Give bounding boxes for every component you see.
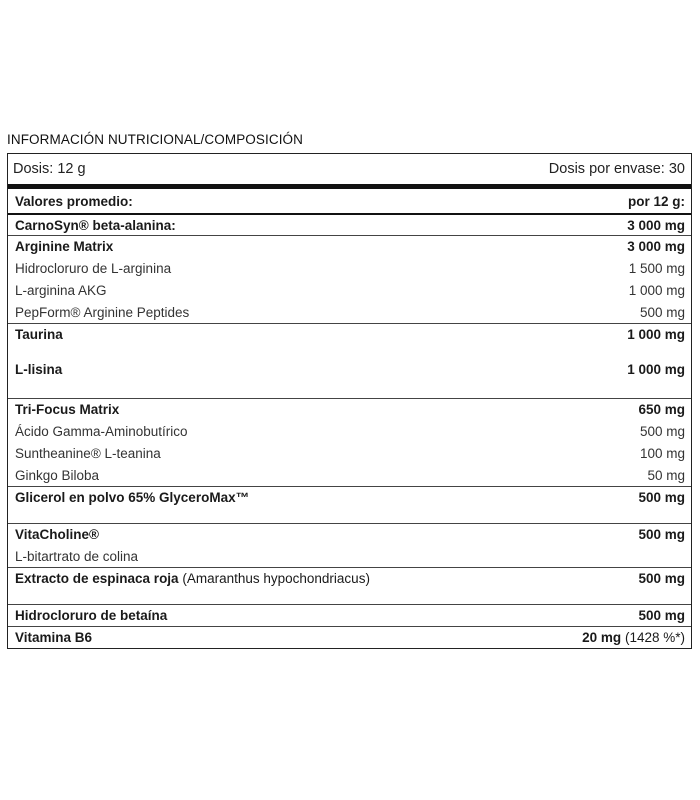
ingredient-value: 500 mg <box>639 304 685 320</box>
ingredient-value: 1 500 mg <box>628 260 685 276</box>
table-header-row <box>8 189 691 213</box>
ingredient-value: 500 mg <box>638 608 685 623</box>
table-row <box>8 257 691 279</box>
ingredient-value: 500 mg <box>638 490 685 505</box>
ingredient-name: Vitamina B6 <box>15 630 93 645</box>
ingredient-name: CarnoSyn® beta-alanina: <box>15 217 176 233</box>
ingredient-name: Ginkgo Biloba <box>15 467 100 483</box>
header-label: Valores promedio: <box>15 193 133 209</box>
table-row <box>8 626 691 648</box>
ingredient-value: 50 mg <box>647 467 685 483</box>
ingredient-name: Suntheanine® L-teanina <box>15 445 161 461</box>
ingredient-name: Hidrocloruro de L-arginina <box>15 260 172 276</box>
ingredient-value: 500 mg <box>638 571 685 586</box>
ingredient-name: Glicerol en polvo 65% GlyceroMax™ <box>15 490 250 505</box>
table-row <box>8 323 691 360</box>
table-row <box>8 420 691 442</box>
dose-row <box>8 154 691 184</box>
ingredient-name: Extracto de espinaca roja <box>15 571 179 586</box>
table-row <box>8 545 691 567</box>
table-row <box>8 567 691 604</box>
ingredient-name: L-lisina <box>15 362 63 377</box>
ingredient-value: 3 000 mg <box>627 239 685 254</box>
ingredient-value-group <box>582 630 685 645</box>
header-per-dose: por 12 g: <box>627 193 685 209</box>
table-row <box>8 301 691 323</box>
ingredient-value: 500 mg <box>638 527 685 542</box>
table-row <box>8 213 691 235</box>
ingredient-name: Hidrocloruro de betaína <box>15 608 168 623</box>
table-row <box>8 360 691 398</box>
ingredient-value: 100 mg <box>639 445 685 461</box>
table-row <box>8 235 691 257</box>
daily-value-percent: (1428 %*) <box>624 630 685 645</box>
ingredient-value: 650 mg <box>638 402 685 417</box>
ingredient-name: Taurina <box>15 327 63 342</box>
ingredient-name: L-bitartrato de colina <box>15 548 139 564</box>
ingredient-value: 20 mg <box>582 630 622 645</box>
ingredient-value: 1 000 mg <box>627 327 685 342</box>
panel-title: INFORMACIÓN NUTRICIONAL/COMPOSICIÓN <box>7 132 304 147</box>
ingredient-value: 500 mg <box>639 423 685 439</box>
table-row <box>8 398 691 420</box>
ingredient-latin-name: (Amaranthus hypochondriacus) <box>182 571 370 586</box>
table-row <box>8 442 691 464</box>
nutrition-table <box>7 153 692 649</box>
table-row <box>8 523 691 545</box>
table-row <box>8 279 691 301</box>
ingredient-name: VitaCholine® <box>15 527 99 542</box>
ingredient-name: Arginine Matrix <box>15 239 114 254</box>
table-row <box>8 464 691 486</box>
table-row <box>8 486 691 523</box>
ingredient-name: PepForm® Arginine Peptides <box>15 304 190 320</box>
servings-per-container: Dosis por envase: 30 <box>548 161 685 177</box>
table-row <box>8 604 691 626</box>
ingredient-value: 3 000 mg <box>627 217 685 233</box>
dose-size: Dosis: 12 g <box>13 161 86 177</box>
ingredient-name: L-arginina AKG <box>15 282 107 298</box>
ingredient-value: 1 000 mg <box>628 282 685 298</box>
ingredient-name: Tri-Focus Matrix <box>15 402 120 417</box>
ingredient-value: 1 000 mg <box>627 362 685 377</box>
ingredient-name-group <box>15 571 370 586</box>
ingredient-name: Ácido Gamma-Aminobutírico <box>15 423 188 439</box>
